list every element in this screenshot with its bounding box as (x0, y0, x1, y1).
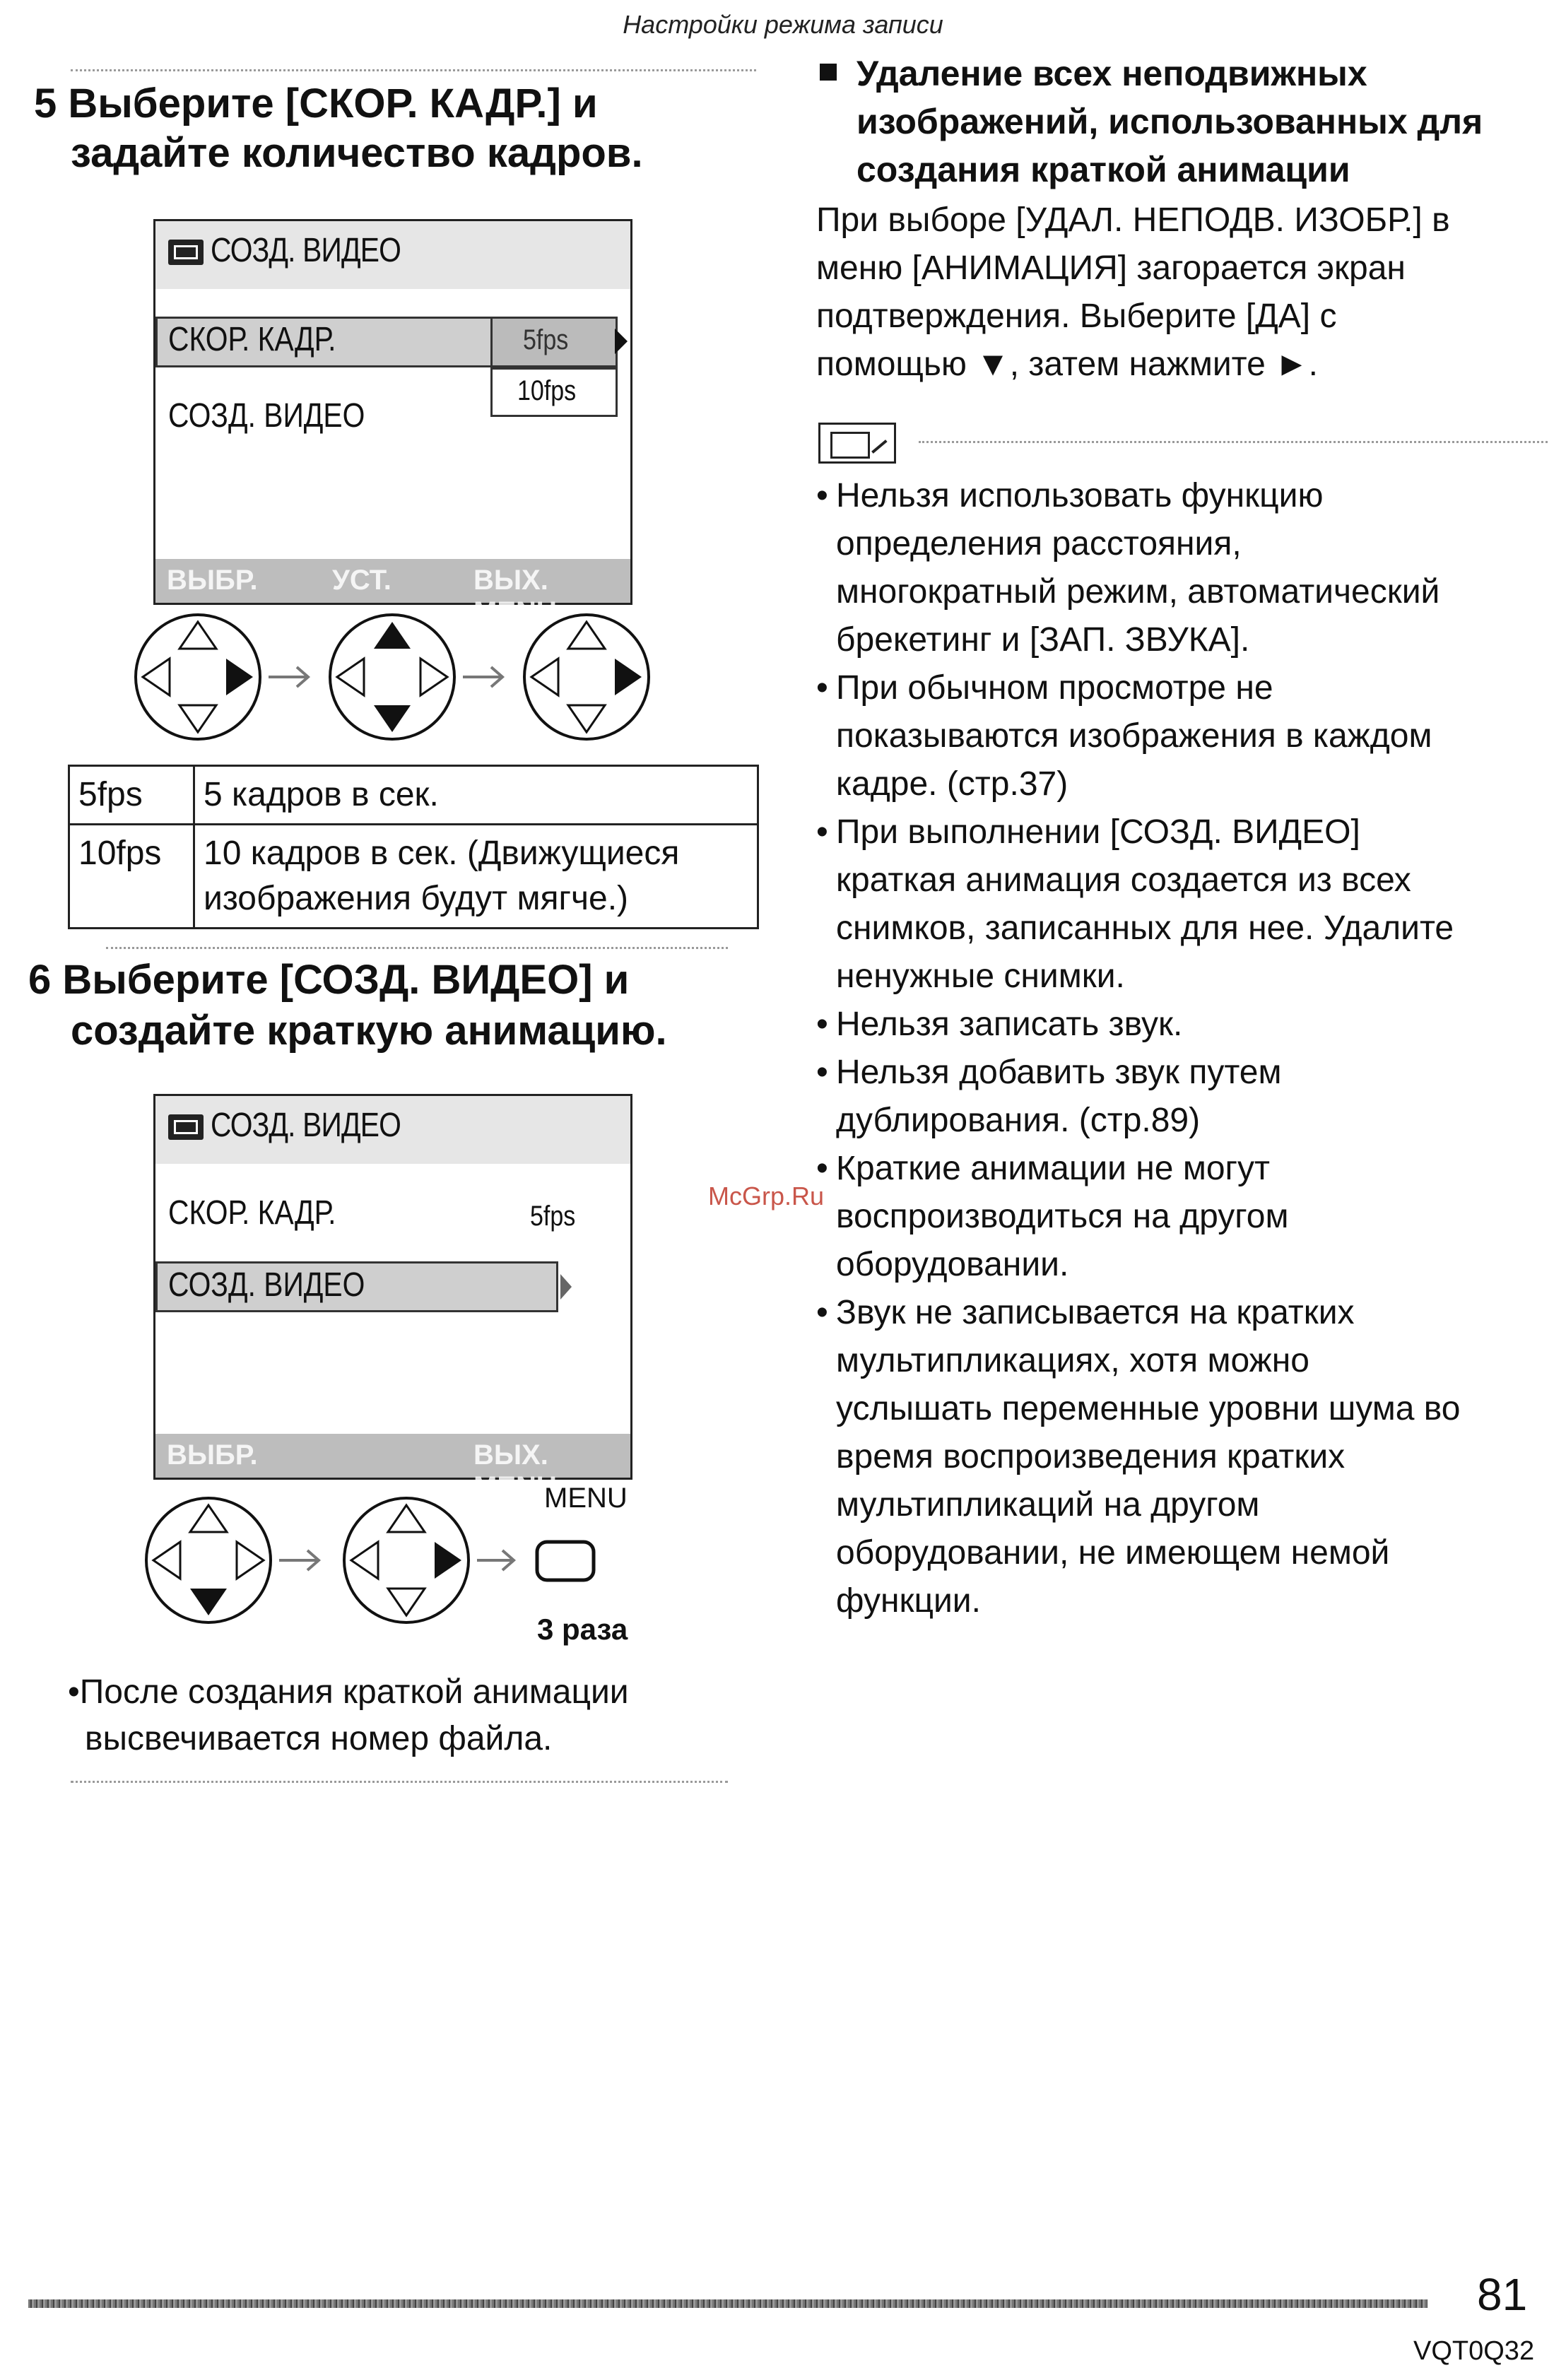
dpad-updown-icon (330, 615, 454, 739)
bullet-line: Нельзя добавить звук путем (836, 1054, 1282, 1091)
navigation-pads-diagram (141, 1491, 636, 1632)
dpad-right-icon (344, 1498, 469, 1622)
dpad-right-icon (524, 615, 649, 739)
divider (919, 441, 1548, 443)
bullet-line: функции. (836, 1582, 981, 1620)
arrow-right-icon (463, 667, 502, 687)
screen-bottom-bar (155, 559, 630, 628)
step6-note-line1: •После создания краткой анимации (68, 1673, 629, 1711)
right-para-line4: помощью ▼, затем нажмите ►. (816, 346, 1318, 383)
bullet-line: ненужные снимки. (836, 958, 1125, 995)
table-desc-line2: изображения будут мягче.) (204, 880, 629, 917)
arrow-right-icon (269, 667, 308, 687)
camera-screen-speed (153, 219, 632, 628)
bullet-line: мультипликациях, хотя можно (836, 1342, 1309, 1379)
speed-value: 5fps (530, 1201, 576, 1232)
right-heading-line2: изображений, использованных для (856, 102, 1483, 141)
bullet-line: оборудовании, не имеющем немой (836, 1534, 1390, 1572)
right-heading-line1: Удаление всех неподвижных (856, 54, 1367, 93)
list-item: • При выполнении [СОЗД. ВИДЕО] краткая анимация создается из всех снимков, записанных для нее. Удалите ненужные снимки. (816, 808, 1551, 1001)
menu-button-icon (537, 1542, 594, 1580)
bullet-line: многократный режим, автоматический (836, 573, 1440, 611)
page-header: Настройки режима записи (623, 10, 943, 39)
bullet-line: услышать переменные уровни шума во (836, 1390, 1461, 1427)
table-cell-key: 10fps (69, 825, 194, 929)
bottom-set: УСТ. (332, 565, 392, 596)
table-row (69, 825, 758, 929)
screen-title-bar (155, 1096, 630, 1164)
bullet-line: снимков, записанных для нее. Удалите (836, 909, 1454, 947)
dpad-right-icon (136, 615, 260, 739)
times-label: 3 раза (537, 1613, 628, 1646)
menu-item-speed: СКОР. КАДР. (168, 1194, 336, 1232)
menu-item-speed: СКОР. КАДР. (168, 321, 336, 358)
bottom-exit: ВЫХ. MENU (473, 565, 557, 628)
step6-title-line1: Выберите [СОЗД. ВИДЕО] и (62, 957, 630, 1003)
navigation-pads-diagram (131, 608, 661, 749)
right-heading-line3: создания краткой анимации (856, 150, 1350, 189)
step6-number: 6 (28, 957, 52, 1003)
divider (106, 947, 728, 949)
bullet-line: показываются изображения в каждом (836, 717, 1432, 755)
table-cell-desc (194, 825, 758, 929)
bottom-select: ВЫБР. (167, 565, 258, 596)
bullet-line: брекетинг и [ЗАП. ЗВУКА]. (836, 621, 1250, 659)
step5-title (34, 79, 598, 129)
bottom-select: ВЫБР. (167, 1439, 258, 1471)
list-item: • При обычном просмотре не показываются изображения в каждом кадре. (стр.37) (816, 664, 1551, 808)
menu-label: MENU (544, 1483, 628, 1514)
bullet-line: краткая анимация создается из всех (836, 861, 1411, 899)
bullet-line: время воспроизведения кратких (836, 1438, 1346, 1475)
camera-screen-create (153, 1094, 632, 1502)
watermark: McGrp.Ru (708, 1182, 825, 1210)
table-desc-line1: 10 кадров в сек. (Движущиеся (204, 835, 680, 872)
page-bar (28, 2299, 1427, 2308)
bullet-line: Нельзя использовать функцию (836, 477, 1324, 514)
bullet-line: дублирования. (стр.89) (836, 1102, 1201, 1139)
screen-title: СОЗД. ВИДЕО (211, 1107, 401, 1144)
popup-option: 10fps (517, 375, 577, 406)
step5-number: 5 (34, 81, 57, 126)
right-para-line1: При выборе [УДАЛ. НЕПОДВ. ИЗОБР.] в (816, 201, 1450, 239)
note-icon (818, 423, 896, 464)
bullet-line: воспроизводиться на другом (836, 1198, 1289, 1235)
list-item: • Нельзя записать звук. (816, 1001, 1551, 1049)
notes-list (816, 472, 1551, 1625)
square-bullet-icon (820, 64, 837, 81)
list-item: • Нельзя добавить звук путем дублирования. (стр.89) (816, 1049, 1551, 1145)
screen-title: СОЗД. ВИДЕО (211, 232, 401, 269)
table-cell-desc: 5 кадров в сек. (194, 766, 758, 825)
screen-bottom-bar (155, 1434, 630, 1502)
screen-title-bar (155, 221, 630, 289)
animation-icon (168, 240, 204, 265)
list-item: • Нельзя использовать функцию определения расстояния, многократный режим, автоматический брекетинг и [ЗАП. ЗВУКА]. (816, 472, 1551, 664)
animation-icon (168, 1114, 204, 1140)
right-para-line3: подтверждения. Выберите [ДА] с (816, 298, 1337, 335)
bullet-line: Звук не записывается на кратких (836, 1294, 1355, 1331)
bullet-line: кадре. (стр.37) (836, 765, 1068, 803)
list-item: • Звук не записывается на кратких мультипликациях, хотя можно услышать переменные уровни шума во время воспроизведения кратких мультипликаций на другом оборудовании, не имеющем немой функции. (816, 1289, 1551, 1625)
right-para-line2: меню [АНИМАЦИЯ] загорается экран (816, 249, 1406, 287)
bullet-line: Нельзя записать звук. (836, 1006, 1183, 1043)
dpad-down-icon (146, 1498, 271, 1622)
chevron-right-icon (560, 1274, 573, 1300)
bullet-line: определения расстояния, (836, 525, 1242, 562)
right-paragraph (816, 196, 1450, 389)
doc-code: VQT0Q32 (1413, 2336, 1535, 2366)
page-number: 81 (1477, 2269, 1528, 2320)
step6-title (28, 955, 629, 1005)
step6-note (68, 1669, 629, 1762)
bullet-line: Краткие анимации не могут (836, 1150, 1271, 1187)
table-cell-key: 5fps (69, 766, 194, 825)
step5-title-line1: Выберите [СКОР. КАДР.] и (68, 81, 598, 126)
bullet-line: оборудовании. (836, 1246, 1069, 1283)
step5-title-line2: задайте количество кадров. (71, 130, 643, 176)
bottom-exit: ВЫХ. MENU (473, 1439, 557, 1502)
list-item: • Краткие анимации не могут воспроизводиться на другом оборудовании. (816, 1145, 1551, 1289)
step6-note-line2: высвечивается номер файла. (85, 1720, 553, 1757)
bullet-line: мультипликаций на другом (836, 1486, 1260, 1524)
right-heading (856, 49, 1483, 194)
arrow-right-icon (279, 1550, 319, 1570)
menu-item-create: СОЗД. ВИДЕО (168, 397, 365, 435)
divider (71, 1781, 728, 1783)
menu-item-create: СОЗД. ВИДЕО (168, 1266, 365, 1304)
arrow-right-icon (477, 1550, 514, 1570)
step6-title-line2: создайте краткую анимацию. (71, 1008, 667, 1054)
fps-table (68, 765, 759, 929)
bullet-line: При выполнении [СОЗД. ВИДЕО] (836, 813, 1360, 851)
speed-value: 5fps (523, 324, 569, 355)
divider (71, 69, 756, 71)
chevron-right-icon (615, 329, 629, 354)
table-row (69, 766, 758, 825)
bullet-line: При обычном просмотре не (836, 669, 1273, 707)
